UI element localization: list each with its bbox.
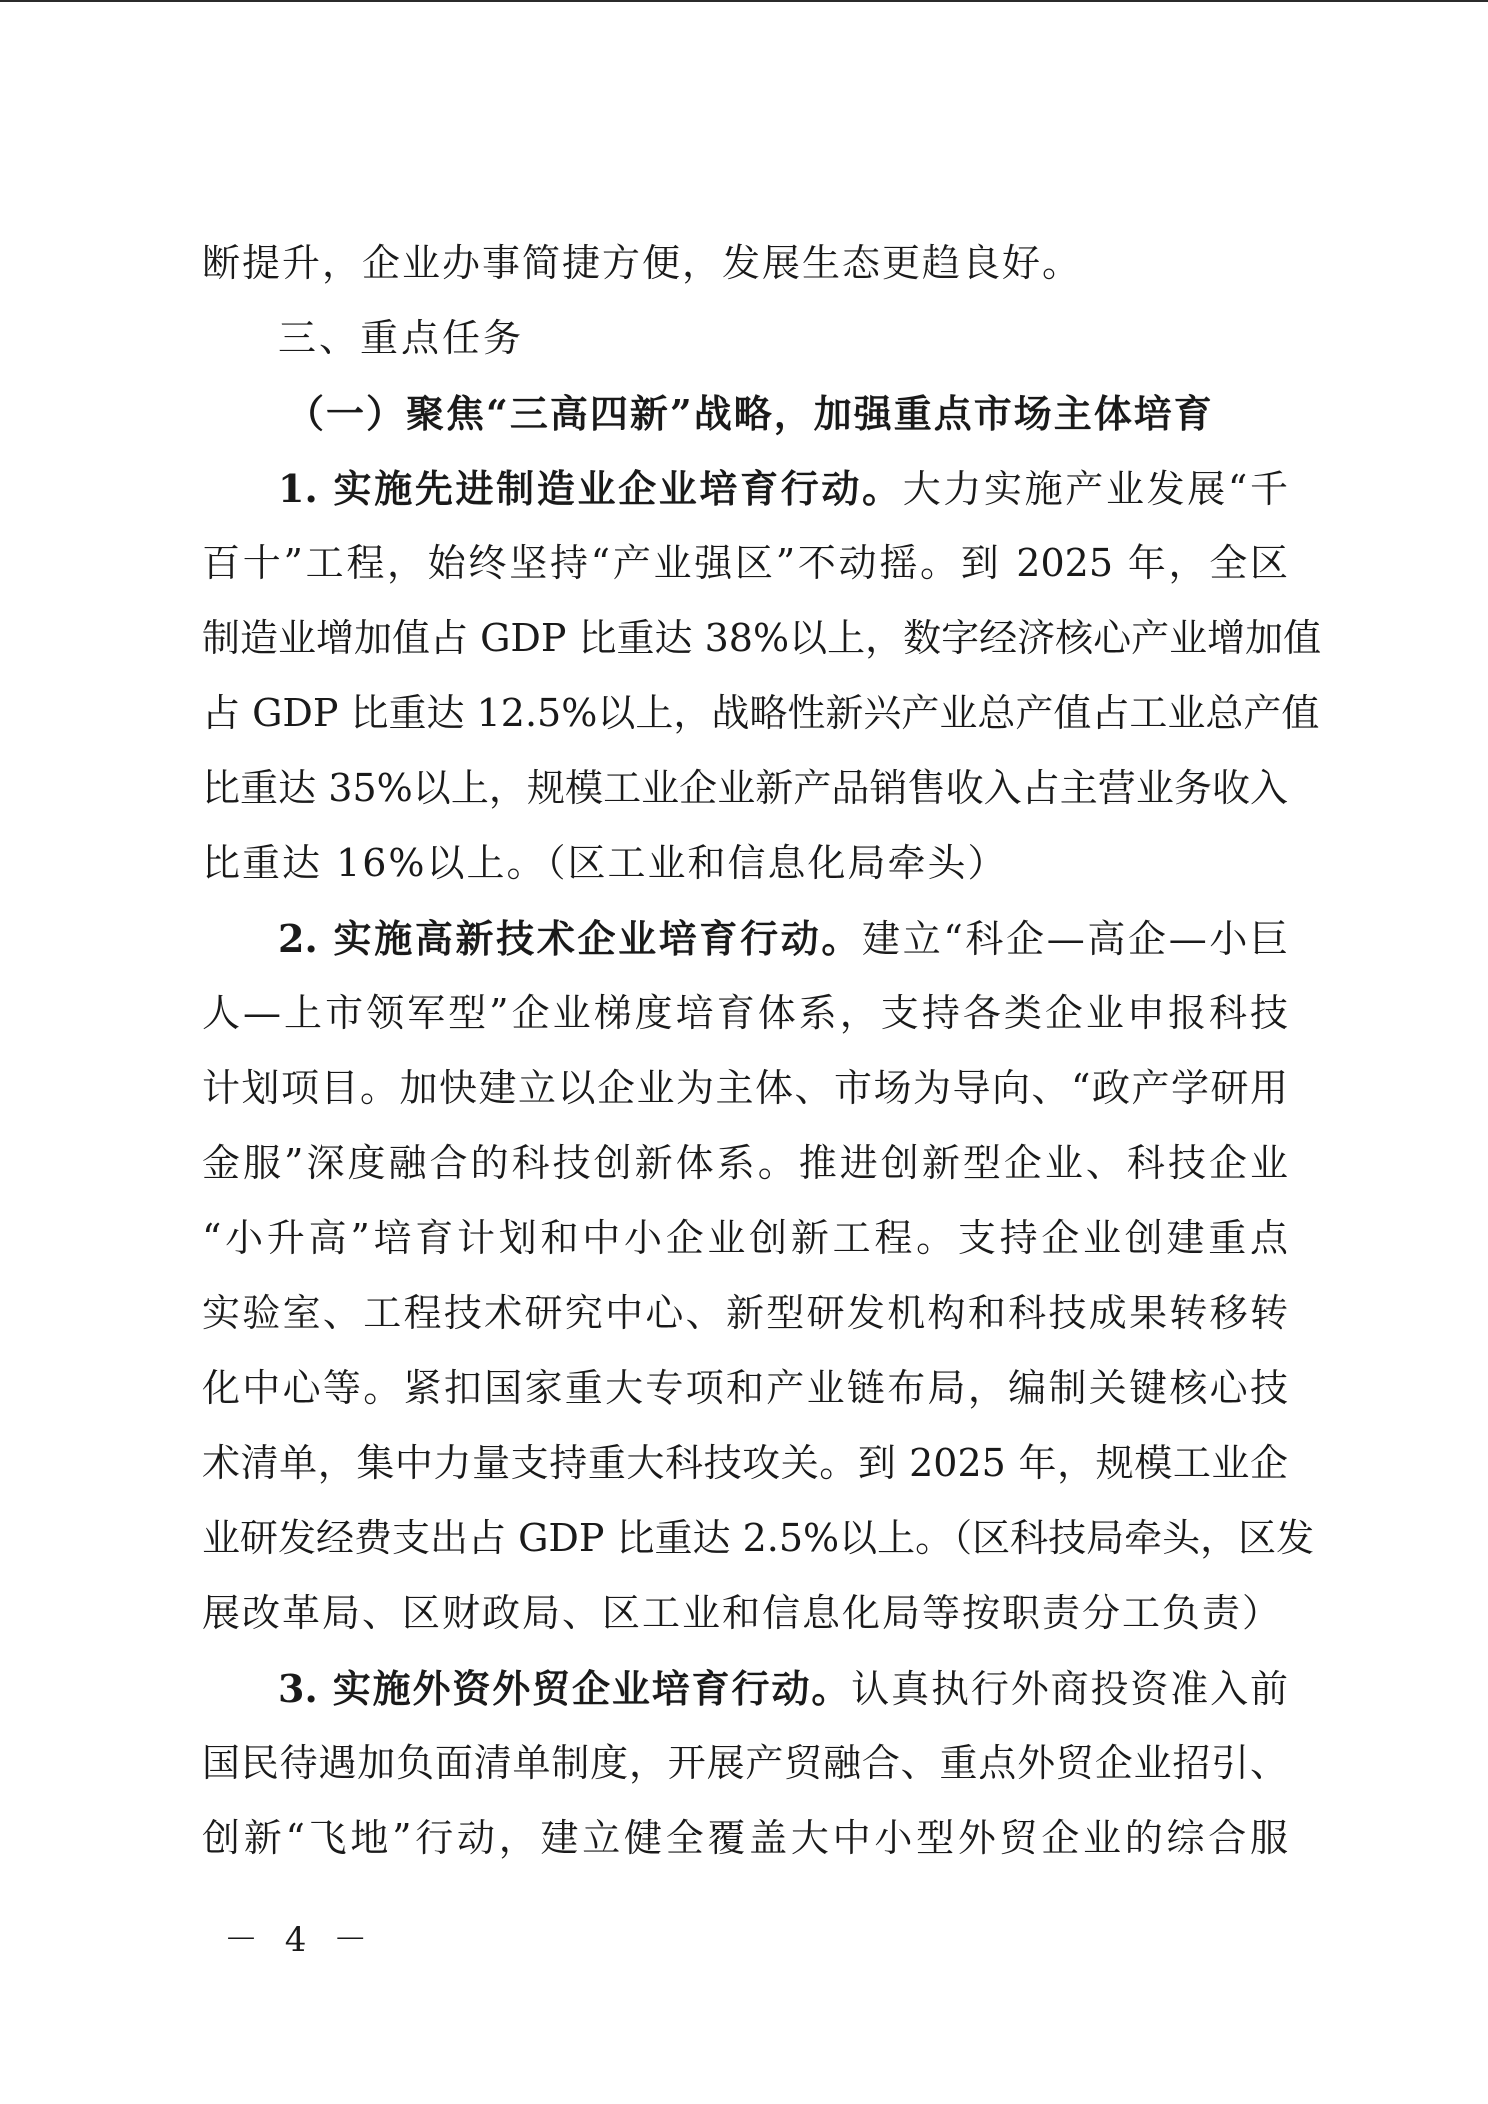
paragraph-line: 制造业增加值占 GDP 比重达 38%以上，数字经济核心产业增加值 (202, 616, 1322, 660)
item-text: 大力实施产业发展“千 (902, 467, 1288, 511)
paragraph-line: 展改革局、区财政局、区工业和信息化局等按职责分工负责） (202, 1591, 1283, 1635)
item-lead-3: 3. 实施外资外贸企业培育行动。 (278, 1666, 852, 1711)
paragraph-line: 百十”工程，始终坚持“产业强区”不动摇。到 2025 年，全区 (202, 541, 1288, 585)
paragraph-line: 占 GDP 比重达 12.5%以上，战略性新兴产业总产值占工业总产值 (202, 691, 1320, 735)
paragraph-line: 实验室、工程技术研究中心、新型研发机构和科技成果转移转 (202, 1291, 1288, 1335)
item-lead-1: 1. 实施先进制造业企业培育行动。 (278, 466, 903, 511)
paragraph-line: 业研发经费支出占 GDP 比重达 2.5%以上。（区科技局牵头，区发 (202, 1516, 1315, 1560)
paragraph-line: 金服”深度融合的科技创新体系。推进创新型企业、科技企业 (202, 1141, 1288, 1185)
paragraph-line: 断提升，企业办事简捷方便，发展生态更趋良好。 (202, 241, 1083, 285)
subsection-heading: （一）聚焦“三高四新”战略，加强重点市场主体培育 (286, 391, 1214, 436)
paragraph-line (202, 1651, 1288, 1726)
document-body (202, 226, 1322, 1876)
section-heading: 三、重点任务 (278, 316, 525, 360)
paragraph-line (202, 901, 1288, 976)
page-top-border (0, 0, 1488, 2)
paragraph-line: 化中心等。紧扣国家重大专项和产业链布局，编制关键核心技 (202, 1366, 1288, 1410)
paragraph-line: 人—上市领军型”企业梯度培育体系，支持各类企业申报科技 (202, 991, 1288, 1035)
paragraph-line: 比重达 35%以上，规模工业企业新产品销售收入占主营业务收入 (202, 766, 1288, 810)
item-lead-2: 2. 实施高新技术企业培育行动。 (278, 916, 863, 961)
paragraph-line: 比重达 16%以上。（区工业和信息化局牵头） (202, 841, 1008, 885)
paragraph-line: 创新“飞地”行动，建立健全覆盖大中小型外贸企业的综合服 (202, 1816, 1288, 1860)
paragraph-line: 计划项目。加快建立以企业为主体、市场为导向、“政产学研用 (202, 1066, 1288, 1110)
page-number: － 4 － (224, 1920, 376, 1960)
item-text: 建立“科企—高企—小巨 (862, 917, 1288, 961)
paragraph-line: 术清单，集中力量支持重大科技攻关。到 2025 年，规模工业企 (202, 1441, 1288, 1485)
item-text: 认真执行外商投资准入前 (851, 1667, 1288, 1711)
paragraph-line: 国民待遇加负面清单制度，开展产贸融合、重点外贸企业招引、 (202, 1741, 1288, 1785)
paragraph-line: “小升高”培育计划和中小企业创新工程。支持企业创建重点 (202, 1216, 1288, 1260)
paragraph-line (202, 451, 1288, 526)
